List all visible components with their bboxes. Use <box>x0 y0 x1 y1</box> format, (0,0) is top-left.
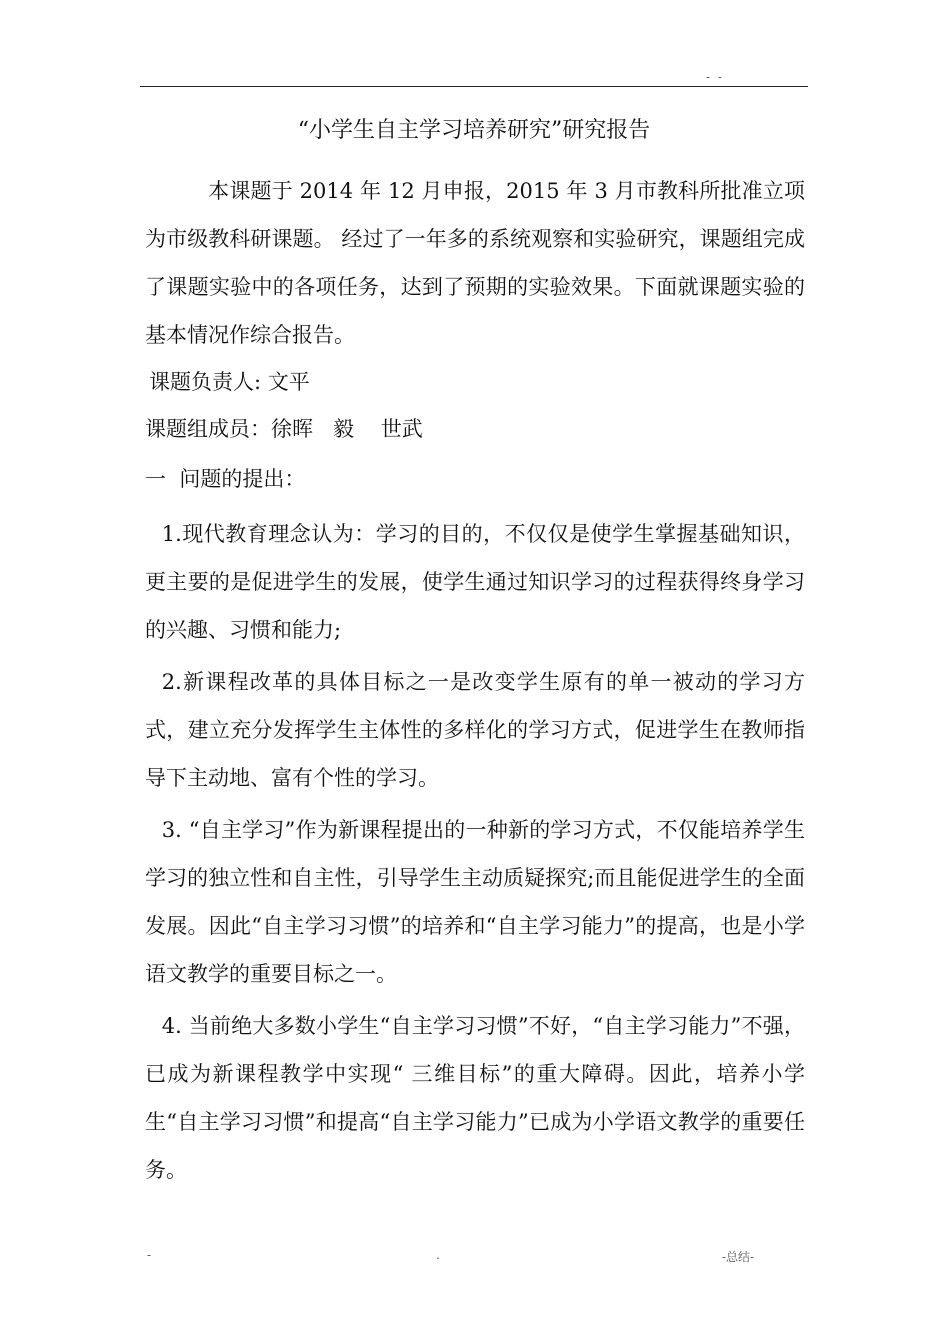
document-title: “小学生自主学习培养研究”研究报告 <box>297 118 651 143</box>
point-1-text: 1.现代教育理念认为：学习的目的，不仅仅是使学生掌握基础知识，更主要的是促进学生的发展，使学生通过知识学习的过程获得终身学习的兴趣、习惯和能力; <box>145 522 805 642</box>
point-2-text: 2.新课程改革的具体目标之一是改变学生原有的单一被动的学习方式，建立充分发挥学生主体性的多样化的学习方式，促进学生在教师指导下主动地、富有个性的学习。 <box>145 670 805 790</box>
point-4-text: 4. 当前绝大多数小学生“自主学习习惯”不好，“自主学习能力”不强，已成为新课程教学中实现“ 三维目标”的重大障碍。因此，培养小学生“自主学习习惯”和提高“自主学习能力”已成为小学语文教学的重要任务。 <box>145 1014 805 1182</box>
intro-text: 本课题于 2014 年 12 月申报，2015 年 3 月市教科所批准立项为市级教科研课题。 经过了一年多的系统观察和实验研究，课题组完成了课题实验中的各项任务，达到了预期的实验效果。下面就课题实验的基本情况作综合报告。 <box>145 179 805 347</box>
point-1 <box>145 510 805 654</box>
point-3 <box>145 806 805 998</box>
header-rule <box>140 86 808 87</box>
project-leader: 课题负责人: 文平 <box>149 370 310 394</box>
intro-paragraph <box>145 167 805 359</box>
project-members: 课题组成员：徐晖 毅 世武 <box>145 417 423 441</box>
footer-center: . <box>436 1248 440 1262</box>
point-2 <box>145 658 805 802</box>
point-4 <box>145 1002 805 1194</box>
point-3-text: 3. “自主学习”作为新课程提出的一种新的学习方式，不仅能培养学生学习的独立性和自主性，引导学生主动质疑探究;而且能促进学生的全面发展。因此“自主学习习惯”的培养和“自主学习能力”的提高，也是小学语文教学的重要目标之一。 <box>145 818 805 986</box>
footer-right: -总结- <box>722 1250 755 1264</box>
header-mark: - - <box>706 70 724 84</box>
footer-left: - <box>147 1248 152 1262</box>
section-heading: 一 问题的提出： <box>145 467 306 491</box>
